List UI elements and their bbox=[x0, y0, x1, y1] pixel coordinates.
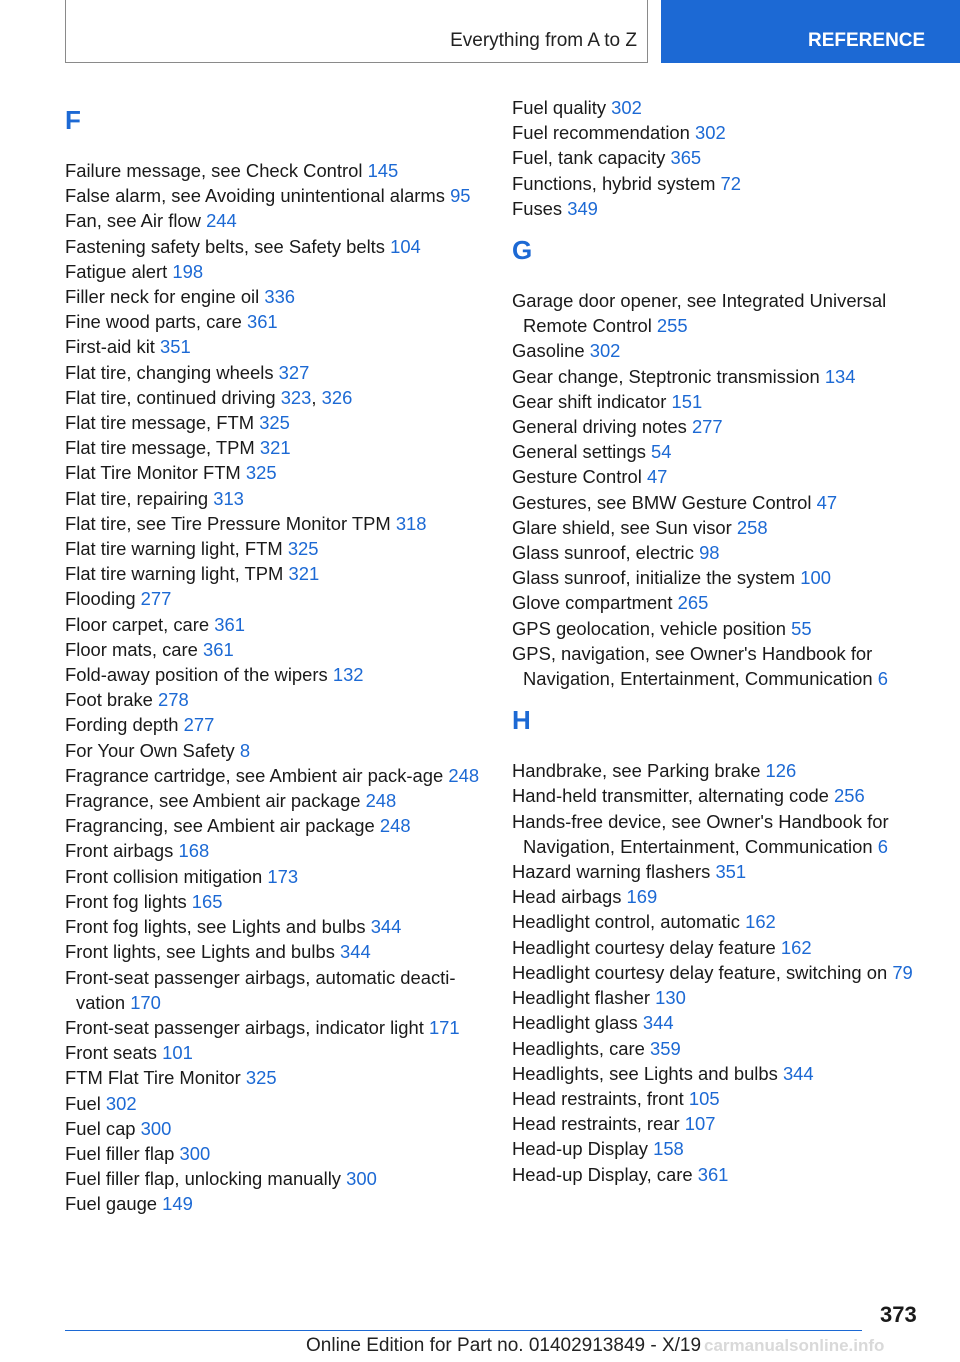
index-entry-text: Fragrance cartridge, see Ambient air pack-age bbox=[65, 764, 444, 786]
index-entry-text: Headlights, see Lights and bulbs bbox=[512, 1062, 778, 1084]
index-entry bbox=[512, 985, 932, 1010]
index-entry-text: Flat tire, changing wheels bbox=[65, 361, 274, 383]
page-link[interactable]: 8 bbox=[239, 739, 251, 761]
page-link[interactable]: 265 bbox=[677, 592, 709, 614]
page-link[interactable]: 248 bbox=[448, 764, 480, 786]
index-entry bbox=[65, 965, 485, 1015]
index-entry-text: Fine wood parts, care bbox=[65, 311, 242, 333]
index-entry bbox=[512, 389, 932, 414]
page-link[interactable]: 313 bbox=[213, 487, 244, 509]
index-entry-text: Gestures, see BMW Gesture Control bbox=[512, 491, 812, 513]
page-link[interactable]: 244 bbox=[206, 210, 237, 232]
index-entry-text: Fan, see Air flow bbox=[65, 210, 201, 232]
index-entry-text: General driving notes bbox=[512, 416, 687, 438]
index-entry bbox=[65, 486, 485, 511]
index-entry bbox=[65, 712, 485, 737]
index-entry bbox=[65, 561, 485, 586]
page-link[interactable]: 325 bbox=[245, 462, 277, 484]
page-link[interactable]: 258 bbox=[736, 516, 768, 538]
index-entry bbox=[512, 414, 932, 439]
page-link[interactable]: 98 bbox=[699, 542, 720, 564]
index-entry bbox=[512, 960, 932, 985]
page-link[interactable]: 101 bbox=[162, 1042, 193, 1064]
index-entry-text: Gasoline bbox=[512, 340, 585, 362]
page-link[interactable]: 321 bbox=[259, 437, 291, 459]
index-entry-text: Headlight courtesy delay feature bbox=[512, 936, 776, 958]
index-entry bbox=[65, 1116, 485, 1141]
page-link[interactable]: 158 bbox=[653, 1138, 684, 1160]
index-entry-text: Functions, hybrid system bbox=[512, 172, 716, 194]
index-entry bbox=[65, 889, 485, 914]
index-entry bbox=[65, 1040, 485, 1065]
page-number: 373 bbox=[880, 1302, 917, 1327]
index-entry-text: Glare shield, see Sun visor bbox=[512, 516, 732, 538]
page-link[interactable]: 344 bbox=[782, 1062, 814, 1084]
page-link[interactable]: 325 bbox=[287, 538, 319, 560]
index-entry bbox=[512, 540, 932, 565]
index-entry bbox=[65, 586, 485, 611]
index-entry bbox=[512, 1010, 932, 1035]
index-column-left bbox=[65, 95, 485, 1217]
index-entry bbox=[512, 439, 932, 464]
page-link[interactable]: 248 bbox=[379, 815, 411, 837]
index-entry bbox=[65, 536, 485, 561]
index-entry-text: Failure message, see Check Control bbox=[65, 160, 363, 181]
index-entry bbox=[65, 763, 485, 788]
index-entry-text: Head-up Display bbox=[512, 1138, 648, 1160]
index-entry: Flat tire, continued driving 323, 326 bbox=[65, 386, 353, 408]
index-entry bbox=[65, 234, 485, 259]
page-link[interactable]: 351 bbox=[715, 861, 747, 883]
header-box bbox=[65, 0, 648, 63]
index-entry-text: Headlight flasher bbox=[512, 987, 651, 1009]
index-entry-text: Head-up Display, care bbox=[512, 1163, 693, 1185]
index-letter-heading: H bbox=[512, 705, 531, 736]
page-link[interactable]: 326 bbox=[321, 386, 353, 408]
index-entry-text: Fatigue alert bbox=[65, 260, 168, 282]
page-link[interactable]: 105 bbox=[688, 1087, 720, 1109]
index-entry bbox=[65, 334, 485, 359]
index-entry bbox=[512, 1086, 932, 1111]
index-entry bbox=[65, 1166, 485, 1191]
index-entry-text: Front-seat passenger airbags, automatic deacti-vation bbox=[65, 966, 456, 1013]
section-title: Everything from A to Z bbox=[450, 30, 637, 51]
index-entry bbox=[65, 158, 485, 183]
index-entry bbox=[512, 590, 932, 615]
index-entry bbox=[65, 687, 485, 712]
index-entry-text: Flat Tire Monitor FTM bbox=[65, 462, 241, 484]
page-link[interactable]: 54 bbox=[651, 441, 672, 463]
index-entry-text: Gesture Control bbox=[512, 466, 642, 488]
reference-tab-label: REFERENCE bbox=[808, 30, 926, 51]
page-link[interactable]: 130 bbox=[655, 987, 686, 1009]
page-link[interactable]: 361 bbox=[246, 311, 278, 333]
page-link[interactable]: 277 bbox=[691, 416, 723, 438]
reference-tab[interactable] bbox=[661, 0, 960, 63]
index-entry bbox=[512, 1061, 932, 1086]
page-link[interactable]: 255 bbox=[656, 315, 688, 337]
page-link[interactable]: 95 bbox=[450, 185, 471, 207]
index-entry bbox=[512, 1111, 932, 1136]
index-column-right bbox=[512, 95, 932, 1187]
index-entry bbox=[65, 284, 485, 309]
page-link[interactable]: 300 bbox=[346, 1168, 377, 1190]
index-entry bbox=[512, 171, 932, 196]
index-entry-text: Fuel, tank capacity bbox=[512, 147, 666, 169]
index-entry bbox=[65, 259, 485, 284]
index-entry bbox=[65, 309, 485, 334]
page-link[interactable]: 149 bbox=[162, 1193, 193, 1215]
index-entry-text: GPS, navigation, see Owner's Handbook for Navigation, Entertainment, Communication bbox=[512, 642, 873, 690]
index-entry bbox=[512, 935, 932, 960]
index-entry-text: Hands-free device, see Owner's Handbook for Navigation, Entertainment, Communication bbox=[512, 810, 889, 857]
page-link[interactable]: 126 bbox=[765, 760, 797, 782]
index-entry-text: Filler neck for engine oil bbox=[65, 286, 260, 308]
index-entry-text: Glass sunroof, initialize the system bbox=[512, 567, 796, 589]
index-entry-text: Flat tire warning light, FTM bbox=[65, 538, 283, 560]
index-entry bbox=[65, 1091, 485, 1116]
index-entry bbox=[65, 612, 485, 637]
index-entry-text: Fording depth bbox=[65, 714, 179, 736]
index-entry bbox=[512, 909, 932, 934]
index-entry bbox=[65, 1065, 485, 1090]
index-entry-text: Flooding bbox=[65, 588, 136, 610]
page-link[interactable]: 198 bbox=[172, 260, 204, 282]
index-entry-text: Glove compartment bbox=[512, 592, 673, 614]
index-entry bbox=[65, 460, 485, 485]
index-entry bbox=[65, 1015, 485, 1040]
index-entry bbox=[512, 95, 932, 120]
index-entry bbox=[65, 410, 485, 435]
index-entry-text: Head restraints, rear bbox=[512, 1113, 680, 1135]
page-link[interactable]: 300 bbox=[179, 1142, 211, 1164]
page-link[interactable]: 302 bbox=[105, 1092, 137, 1114]
index-entry bbox=[512, 288, 932, 338]
index-entry bbox=[512, 196, 932, 221]
index-entry-text: Floor carpet, care bbox=[65, 613, 210, 635]
page-link[interactable]: 165 bbox=[191, 890, 223, 912]
index-entry-text: Flat tire message, TPM bbox=[65, 437, 255, 459]
page-link[interactable]: 55 bbox=[791, 617, 812, 639]
index-entry-text: Hand-held transmitter, alternating code bbox=[512, 785, 829, 807]
index-entry-text: Front airbags bbox=[65, 840, 174, 862]
page-link[interactable]: 173 bbox=[267, 865, 299, 887]
page-link[interactable]: 72 bbox=[720, 172, 741, 194]
index-entry bbox=[512, 515, 932, 540]
page-link[interactable]: 318 bbox=[395, 512, 427, 534]
page-link[interactable]: 47 bbox=[646, 466, 668, 488]
page-link[interactable]: 302 bbox=[611, 97, 642, 118]
index-entry-text: Fold-away position of the wipers bbox=[65, 664, 328, 686]
index-entry bbox=[65, 738, 485, 763]
index-entry-text: False alarm, see Avoiding unintentional alarms bbox=[65, 185, 445, 207]
page-link[interactable]: 132 bbox=[332, 664, 364, 686]
index-entry-text: Glass sunroof, electric bbox=[512, 542, 694, 564]
page-link[interactable]: 344 bbox=[642, 1012, 674, 1034]
page-link[interactable]: 162 bbox=[745, 911, 776, 933]
index-entry bbox=[65, 360, 485, 385]
index-entry bbox=[512, 641, 932, 691]
index-entry bbox=[65, 511, 485, 536]
page-link[interactable]: 145 bbox=[367, 160, 399, 181]
index-entry-text: General settings bbox=[512, 441, 646, 463]
index-entry bbox=[512, 490, 932, 515]
index-entry bbox=[512, 1036, 932, 1061]
index-entry-text: Front-seat passenger airbags, indicator light bbox=[65, 1016, 424, 1038]
page-link[interactable]: 349 bbox=[567, 197, 598, 219]
index-entry-text: Garage door opener, see Integrated Universal Remote Control bbox=[512, 290, 887, 337]
index-entry bbox=[512, 364, 932, 389]
index-entry-text: Fuel cap bbox=[65, 1117, 136, 1139]
index-entry bbox=[512, 859, 932, 884]
index-entry bbox=[65, 939, 485, 964]
index-entry bbox=[65, 788, 485, 813]
index-entry-text: Foot brake bbox=[65, 689, 153, 711]
index-entry-text: Fuses bbox=[512, 197, 563, 219]
index-entry-text: Hazard warning flashers bbox=[512, 861, 711, 883]
page-link[interactable]: 365 bbox=[670, 147, 702, 169]
footer-rule bbox=[65, 1330, 862, 1331]
index-entry bbox=[65, 208, 485, 233]
index-entry-text: Floor mats, care bbox=[65, 638, 198, 660]
index-entry-text: Flat tire, continued driving bbox=[65, 386, 276, 408]
page-link[interactable]: 277 bbox=[140, 588, 172, 610]
index-entry-text: Head restraints, front bbox=[512, 1087, 684, 1109]
index-letter-heading: F bbox=[65, 105, 81, 135]
page-link[interactable]: 47 bbox=[816, 491, 838, 513]
index-entry bbox=[65, 914, 485, 939]
page-link[interactable]: 325 bbox=[245, 1067, 277, 1089]
page-link[interactable]: 336 bbox=[264, 286, 296, 308]
watermark: carmanualsonline.info bbox=[704, 1336, 885, 1355]
page-link[interactable]: 169 bbox=[626, 886, 658, 908]
index-entry bbox=[65, 662, 485, 687]
index-entry bbox=[512, 783, 932, 808]
page-link[interactable]: 302 bbox=[695, 122, 726, 144]
index-entry-text: Front lights, see Lights and bulbs bbox=[65, 941, 335, 963]
index-entry-text: First-aid kit bbox=[65, 336, 155, 358]
index-entry-text: Fragrance, see Ambient air package bbox=[65, 790, 361, 812]
index-entry-text: GPS geolocation, vehicle position bbox=[512, 617, 786, 639]
page-link[interactable]: 168 bbox=[178, 840, 210, 862]
index-entry bbox=[512, 758, 932, 783]
index-entry-text: Flat tire message, FTM bbox=[65, 412, 255, 434]
index-entry bbox=[65, 183, 485, 208]
page-link[interactable]: 6 bbox=[877, 668, 888, 690]
index-entry-text: FTM Flat Tire Monitor bbox=[65, 1067, 241, 1089]
index-entry-text: Front collision mitigation bbox=[65, 865, 263, 887]
page-link[interactable]: 104 bbox=[390, 235, 421, 257]
index-entry bbox=[512, 338, 932, 363]
page-link[interactable]: 277 bbox=[183, 714, 215, 736]
page-link[interactable]: 171 bbox=[428, 1016, 460, 1038]
page-link[interactable]: 134 bbox=[824, 365, 856, 387]
page-link[interactable]: 344 bbox=[370, 916, 402, 938]
index-entry-text: Fuel gauge bbox=[65, 1193, 158, 1215]
page-link[interactable]: 162 bbox=[780, 936, 812, 958]
index-entry-text: For Your Own Safety bbox=[65, 739, 235, 761]
index-entry bbox=[65, 838, 485, 863]
index-entry-text: Fuel filler flap bbox=[65, 1142, 175, 1164]
page-link[interactable]: 6 bbox=[877, 835, 888, 857]
index-entry-text: Headlights, care bbox=[512, 1037, 645, 1059]
page-link[interactable]: 361 bbox=[202, 638, 234, 660]
page-link[interactable]: 100 bbox=[800, 567, 831, 589]
page-link[interactable]: 248 bbox=[365, 790, 397, 812]
index-entry-text: Fuel quality bbox=[512, 97, 607, 118]
page-link[interactable]: 151 bbox=[671, 390, 703, 412]
index-entry-text: Fastening safety belts, see Safety belts bbox=[65, 235, 385, 257]
index-entry-text: Flat tire, repairing bbox=[65, 487, 209, 509]
index-entry-text: Headlight glass bbox=[512, 1012, 638, 1034]
index-entry-text: Front seats bbox=[65, 1042, 157, 1064]
index-entry-text: Gear change, Steptronic transmission bbox=[512, 365, 820, 387]
index-entry bbox=[65, 435, 485, 460]
page-link[interactable]: 278 bbox=[158, 689, 189, 711]
index-entry bbox=[512, 809, 932, 859]
index-entry bbox=[65, 1141, 485, 1166]
index-entry-text: Headlight control, automatic bbox=[512, 911, 740, 933]
index-entry bbox=[65, 813, 485, 838]
index-entry-text: Front fog lights bbox=[65, 890, 187, 912]
page-link[interactable]: 327 bbox=[278, 361, 310, 383]
page-link[interactable]: 256 bbox=[834, 785, 865, 807]
index-entry bbox=[65, 864, 485, 889]
page-link[interactable]: 344 bbox=[340, 941, 371, 963]
index-entry bbox=[512, 120, 932, 145]
index-letter-heading: G bbox=[512, 235, 533, 266]
index-entry-text: Fragrancing, see Ambient air package bbox=[65, 815, 375, 837]
index-entry bbox=[512, 464, 932, 489]
index-entry-text: Gear shift indicator bbox=[512, 390, 667, 412]
page-link[interactable]: 302 bbox=[589, 340, 621, 362]
page-link[interactable]: 351 bbox=[160, 336, 191, 358]
index-entry-text: Flat tire warning light, TPM bbox=[65, 563, 284, 585]
index-entry-text: Front fog lights, see Lights and bulbs bbox=[65, 916, 366, 938]
index-entry bbox=[512, 1136, 932, 1161]
page-link[interactable]: 79 bbox=[892, 961, 913, 983]
index-entry bbox=[512, 145, 932, 170]
footer-edition-text: Online Edition for Part no. 01402913849 - X/19 bbox=[306, 1335, 702, 1356]
index-entry-text: Fuel filler flap, unlocking manually bbox=[65, 1168, 341, 1190]
index-entry-text: Fuel bbox=[65, 1092, 101, 1114]
page-link[interactable]: 361 bbox=[214, 613, 245, 635]
index-entry-text: Fuel recommendation bbox=[512, 122, 690, 144]
index-entry bbox=[512, 616, 932, 641]
page-link[interactable]: 325 bbox=[259, 412, 290, 434]
index-entry bbox=[65, 1191, 485, 1216]
page-link[interactable]: 359 bbox=[650, 1037, 681, 1059]
index-entry-text: Head airbags bbox=[512, 886, 622, 908]
page-link[interactable]: 361 bbox=[697, 1163, 729, 1185]
index-entry bbox=[512, 1162, 932, 1187]
index-entry bbox=[512, 565, 932, 590]
page-link[interactable]: 321 bbox=[288, 563, 320, 585]
index-entry-text: Headlight courtesy delay feature, switching on bbox=[512, 961, 888, 983]
index-entry bbox=[512, 884, 932, 909]
page-link[interactable]: 300 bbox=[140, 1117, 172, 1139]
page-link[interactable]: 323 bbox=[280, 386, 312, 408]
index-entry-text: Handbrake, see Parking brake bbox=[512, 760, 761, 782]
page-link[interactable]: 170 bbox=[130, 991, 161, 1013]
index-entry bbox=[65, 637, 485, 662]
page-link[interactable]: 107 bbox=[684, 1113, 716, 1135]
index-entry-text: Flat tire, see Tire Pressure Monitor TPM bbox=[65, 512, 391, 534]
